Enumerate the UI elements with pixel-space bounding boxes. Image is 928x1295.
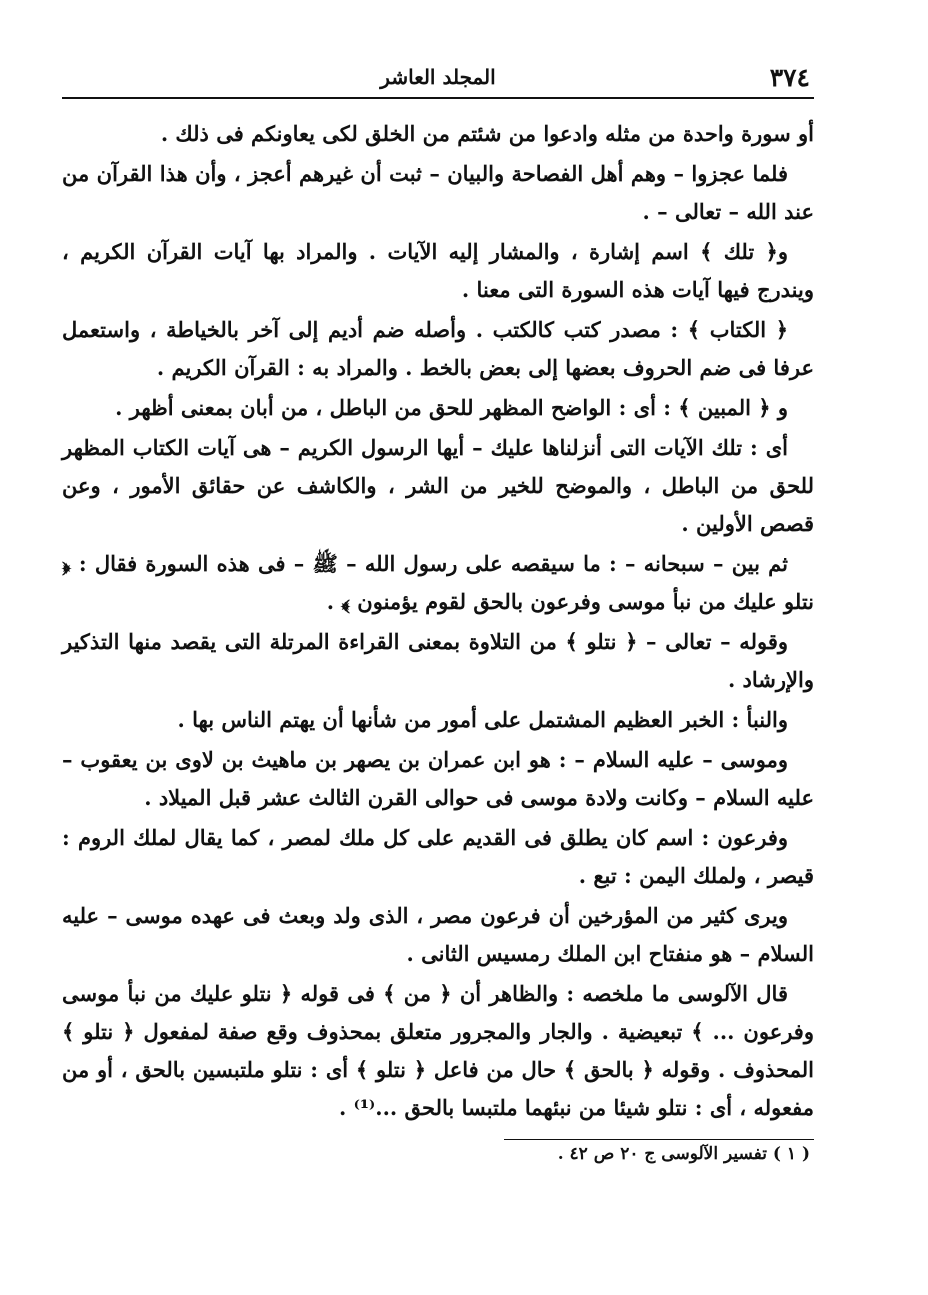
- paragraph: وموسى – عليه السلام – : هو ابن عمران بن يصهر بن ماهيث بن لاوى بن يعقوب – عليه السلام – وكانت ولادة موسى فى حوالى القرن الثالث عشر قبل الميلاد .: [62, 747, 814, 810]
- footnote-divider: [504, 1139, 814, 1140]
- paragraph: فلما عجزوا – وهم أهل الفصاحة والبيان – ثبت أن غيرهم أعجز ، وأن هذا القرآن من عند الله – تعالى – .: [62, 161, 814, 224]
- volume-title: المجلد العاشر: [380, 65, 496, 89]
- paragraph: أى : تلك الآيات التى أنزلناها عليك – أيها الرسول الكريم – هى آيات الكتاب المظهر للحق من الباطل ، والموضح للخير من الشر ، والكاشف عن حقائق الأمور ، وعن قصص الأولين .: [62, 435, 814, 536]
- paragraph: و﴿ تلك ﴾ اسم إشارة ، والمشار إليه الآيات . والمراد بها آيات القرآن الكريم ، ويندرج فيها آيات هذه السورة التى معنا .: [62, 239, 814, 302]
- book-page: [62, 55, 814, 1164]
- paragraph: وفرعون : اسم كان يطلق فى القديم على كل ملك لمصر ، كما يقال لملك الروم : قيصر ، ولملك اليمن : تبع .: [62, 825, 814, 888]
- paragraph: وقوله – تعالى – ﴿ نتلو ﴾ من التلاوة بمعنى القراءة المرتلة التى يقصد منها التذكير والإرشاد .: [62, 629, 814, 692]
- paragraph: ثم بين – سبحانه – : ما سيقصه على رسول الله – ﷺ – فى هذه السورة فقال : ﴿ نتلو عليك من نبأ موسى وفرعون بالحق لقوم يؤمنون ﴾ .: [62, 551, 814, 614]
- page-body: [62, 115, 814, 1127]
- paragraph: والنبأ : الخبر العظيم المشتمل على أمور من شأنها أن يهتم الناس بها .: [177, 707, 788, 732]
- footnote: ( ١ ) تفسير الآلوسى ج ٢٠ ص ٤٢ .: [557, 1144, 810, 1164]
- paragraph: و ﴿ المبين ﴾ : أى : الواضح المظهر للحق من الباطل ، من أبان بمعنى أظهر .: [115, 395, 788, 420]
- page-number: ٣٧٤: [769, 63, 810, 92]
- paragraph: قال الآلوسى ما ملخصه : والظاهر أن ﴿ من ﴾ فى قوله ﴿ نتلو عليك من نبأ موسى وفرعون ... ﴾ تبعيضية . والجار والمجرور متعلق بمحذوف وقع صفة لمفعول ﴿ نتلو ﴾ المحذوف . وقوله ﴿ بالحق ﴾ حال من فاعل ﴿ نتلو ﴾ أى : نتلو ملتبسين بالحق ، أو من مفعوله ، أى : نتلو شيئا من نبئهما ملتبسا بالحق ...⁽¹⁾ .: [62, 981, 814, 1120]
- paragraph: ﴿ الكتاب ﴾ : مصدر كتب كالكتب . وأصله ضم أديم إلى آخر بالخياطة ، واستعمل عرفا فى ضم الحروف بعضها إلى بعض بالخط . والمراد به : القرآن الكريم .: [62, 317, 814, 380]
- paragraph: ويرى كثير من المؤرخين أن فرعون مصر ، الذى ولد وبعث فى عهده موسى – عليه السلام – هو منفتاح ابن الملك رمسيس الثانى .: [62, 903, 814, 966]
- paragraph: أو سورة واحدة من مثله وادعوا من شئتم من الخلق لكى يعاونكم فى ذلك .: [160, 121, 814, 146]
- page-header: [62, 55, 814, 99]
